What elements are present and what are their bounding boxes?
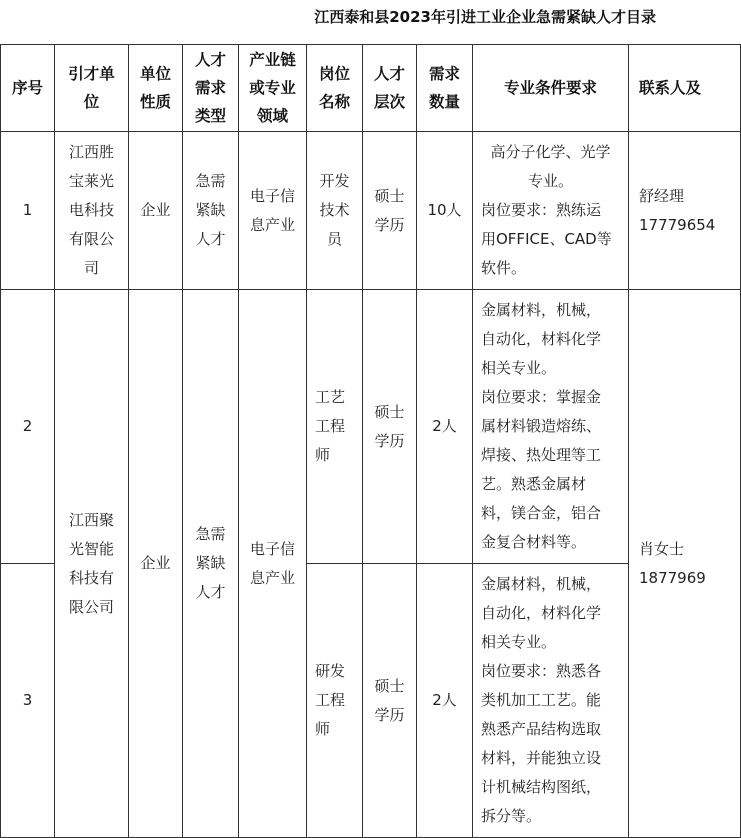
- page-title: 江西泰和县2023年引进工业企业急需紧缺人才目录: [314, 8, 656, 26]
- post-requirement: 岗位要求：熟练运 用OFFICE、CAD等 软件。: [481, 201, 612, 277]
- education-level: 硕士 学历: [363, 290, 417, 564]
- row-number: 2: [1, 290, 55, 564]
- demand-count: 2人: [417, 290, 473, 564]
- contact-info: 舒经理 17779654: [629, 132, 741, 290]
- header-count: 需求 数量: [417, 45, 473, 132]
- requirements-cell: [473, 564, 629, 838]
- employer-name: 江西胜 宝莱光 电科技 有限公 司: [55, 132, 129, 290]
- header-level: 人才 层次: [363, 45, 417, 132]
- header-requirements: 专业条件要求: [473, 45, 629, 132]
- header-field: 产业链 或专业 领域: [239, 45, 307, 132]
- row-number: 3: [1, 564, 55, 838]
- demand-count: 10人: [417, 132, 473, 290]
- education-level: 硕士 学历: [363, 564, 417, 838]
- demand-count: 2人: [417, 564, 473, 838]
- talent-type: 急需 紧缺 人才: [183, 132, 239, 290]
- post-name: 工艺 工程 师: [307, 290, 363, 564]
- major-requirement: 金属材料，机械， 自动化，材料化学 相关专业。: [481, 575, 602, 651]
- header-no: 序号: [1, 45, 55, 132]
- industry-field: 电子信 息产业: [239, 290, 307, 838]
- employer-nature: 企业: [129, 290, 183, 838]
- table-row: [1, 132, 741, 290]
- post-name: 研发 工程 师: [307, 564, 363, 838]
- header-unit: 引才单 位: [55, 45, 129, 132]
- major-requirement: 高分子化学、光学 专业。: [490, 143, 611, 190]
- header-nature: 单位 性质: [129, 45, 183, 132]
- post-requirement: 岗位要求：掌握金 属材料锻造熔练、 焊接、热处理等工 艺。熟悉金属材 料，镁合金，铝合 金复合材料等。: [481, 388, 602, 551]
- requirements-cell: [473, 290, 629, 564]
- requirements-cell: [473, 132, 629, 290]
- table-row: [1, 290, 741, 564]
- industry-field: 电子信 息产业: [239, 132, 307, 290]
- header-type: 人才 需求 类型: [183, 45, 239, 132]
- education-level: 硕士 学历: [363, 132, 417, 290]
- talent-type: 急需 紧缺 人才: [183, 290, 239, 838]
- table-header-row: [1, 45, 741, 132]
- employer-nature: 企业: [129, 132, 183, 290]
- employer-name: 江西聚 光智能 科技有 限公司: [55, 290, 129, 838]
- major-requirement: 金属材料，机械， 自动化，材料化学 相关专业。: [481, 301, 602, 377]
- post-name: 开发 技术 员: [307, 132, 363, 290]
- header-post: 岗位 名称: [307, 45, 363, 132]
- talent-catalog-table: [0, 44, 741, 838]
- row-number: 1: [1, 132, 55, 290]
- contact-info: 肖女士 1877969: [629, 290, 741, 838]
- header-contact: 联系人及: [629, 45, 741, 132]
- post-requirement: 岗位要求：熟悉各 类机加工工艺。能 熟悉产品结构选取 材料，并能独立设 计机械结构图纸， 拆分等。: [481, 662, 602, 825]
